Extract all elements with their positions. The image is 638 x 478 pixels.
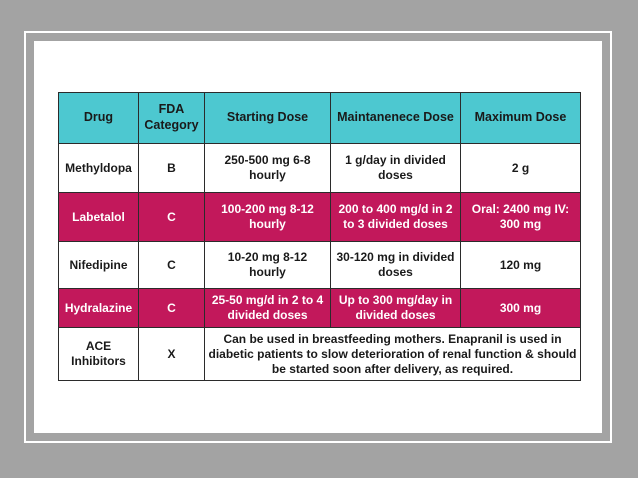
starting-dose-cell: 10-20 mg 8-12 hourly [205, 242, 331, 289]
table-row [59, 289, 581, 328]
note-cell: Can be used in breastfeeding mothers. Enapranil is used in diabetic patients to slow deterioration of renal function & should be started soon after delivery, as required. [205, 328, 581, 381]
table-row [59, 144, 581, 193]
header-maximum-dose: Maximum Dose [461, 93, 581, 144]
slide-canvas [34, 41, 602, 433]
header-drug: Drug [59, 93, 139, 144]
drug-cell: Hydralazine [59, 289, 139, 328]
maximum-dose-cell: 120 mg [461, 242, 581, 289]
category-cell: B [139, 144, 205, 193]
header-starting-dose: Starting Dose [205, 93, 331, 144]
starting-dose-cell: 100-200 mg 8-12 hourly [205, 193, 331, 242]
maintenance-dose-cell: 1 g/day in divided doses [331, 144, 461, 193]
table-row [59, 242, 581, 289]
maximum-dose-cell: 2 g [461, 144, 581, 193]
category-cell: C [139, 289, 205, 328]
category-cell: X [139, 328, 205, 381]
maximum-dose-cell: Oral: 2400 mg IV: 300 mg [461, 193, 581, 242]
category-cell: C [139, 242, 205, 289]
table-header-row [59, 93, 581, 144]
maximum-dose-cell: 300 mg [461, 289, 581, 328]
table-row [59, 328, 581, 381]
header-maintenance-dose: Maintanenece Dose [331, 93, 461, 144]
maintenance-dose-cell: 30-120 mg in divided doses [331, 242, 461, 289]
starting-dose-cell: 25-50 mg/d in 2 to 4 divided doses [205, 289, 331, 328]
drug-cell: Nifedipine [59, 242, 139, 289]
drug-cell: Methyldopa [59, 144, 139, 193]
category-cell: C [139, 193, 205, 242]
drug-dosage-table [58, 92, 581, 381]
drug-cell: Labetalol [59, 193, 139, 242]
table-row [59, 193, 581, 242]
header-fda-category: FDA Category [139, 93, 205, 144]
drug-cell: ACE Inhibitors [59, 328, 139, 381]
maintenance-dose-cell: Up to 300 mg/day in divided doses [331, 289, 461, 328]
maintenance-dose-cell: 200 to 400 mg/d in 2 to 3 divided doses [331, 193, 461, 242]
starting-dose-cell: 250-500 mg 6-8 hourly [205, 144, 331, 193]
